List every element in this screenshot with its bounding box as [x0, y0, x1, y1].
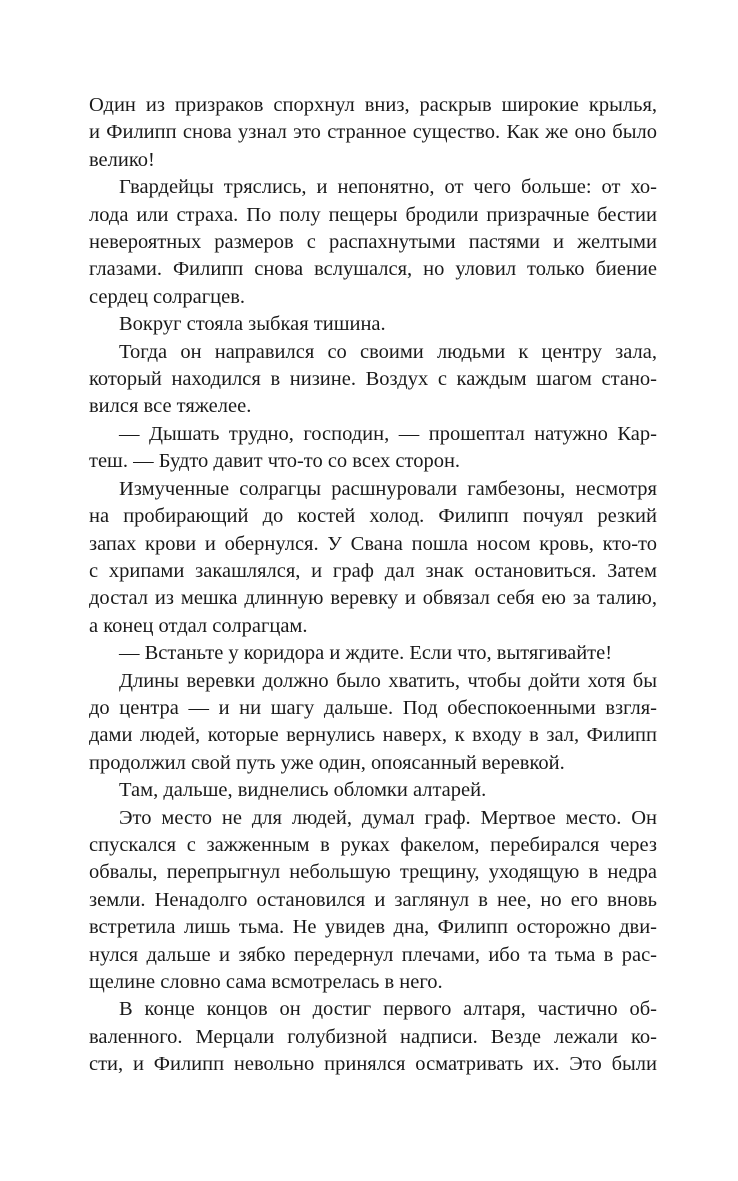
text-line: вился все тяжелее.	[89, 395, 252, 418]
paragraph	[89, 777, 657, 804]
text-line: продолжил свой путь уже один, опоясанный веревкой.	[89, 751, 565, 774]
text-line: с хрипами закашлялся, и граф дал знак остановиться. Затем	[89, 559, 657, 582]
text-line: валенного. Мерцали голубизной надписи. Везде лежали ко-	[89, 1025, 657, 1048]
text-line: невероятных размеров с распахнутыми пастями и желтыми	[89, 231, 657, 254]
text-line: велико!	[89, 148, 155, 171]
paragraph	[89, 311, 657, 338]
text-line: который находился в низине. Воздух с каждым шагом стано-	[89, 368, 657, 391]
text-line: Гвардейцы тряслись, и непонятно, от чего больше: от хо-	[119, 176, 657, 199]
text-line: достал из мешка длинную веревку и обвязал себя ею за талию,	[89, 587, 657, 610]
text-line: Это место не для людей, думал граф. Мертвое место. Он	[119, 806, 657, 829]
text-line: — Дышать трудно, господин, — прошептал натужно Кар-	[119, 422, 657, 445]
text-line: лода или страха. По полу пещеры бродили призрачные бестии	[89, 203, 657, 226]
paragraph	[89, 339, 657, 421]
text-line: запах крови и обернулся. У Свана пошла носом кровь, кто-то	[89, 532, 657, 555]
text-line: сти, и Филипп невольно принялся осматривать их. Это были	[89, 1053, 657, 1076]
paragraph	[89, 421, 657, 476]
text-line: щелине словно сама всмотрелась в него.	[89, 971, 443, 993]
text-line: дами людей, которые вернулись наверх, к входу в зал, Филипп	[89, 724, 657, 747]
text-line: В конце концов он достиг первого алтаря, частично об-	[119, 998, 657, 1021]
paragraph	[89, 668, 657, 778]
text-line: встретила лишь тьма. Не увидев дна, Филипп осторожно дви-	[89, 916, 657, 939]
text-line: а конец отдал солрагцам.	[89, 614, 308, 637]
paragraph	[89, 174, 657, 311]
paragraph	[89, 805, 657, 997]
text-line: Вокруг стояла зыбкая тишина.	[119, 313, 386, 336]
text-line: на пробирающий до костей холод. Филипп почуял резкий	[89, 505, 657, 528]
text-line: и Филипп снова узнал это странное существо. Как же оно было	[89, 121, 657, 144]
paragraph	[89, 996, 657, 1078]
paragraph	[89, 476, 657, 640]
text-line: сердец солрагцев.	[89, 285, 245, 308]
text-line: глазами. Филипп снова вслушался, но уловил только биение	[89, 258, 657, 281]
text-line: — Встаньте у коридора и ждите. Если что, вытягивайте!	[119, 642, 613, 665]
text-line: до центра — и ни шагу дальше. Под обеспокоенными взгля-	[89, 696, 657, 719]
paragraph	[89, 92, 657, 174]
text-line: Длины веревки должно было хватить, чтобы дойти хотя бы	[119, 669, 657, 692]
body-text	[89, 92, 657, 1079]
text-line: Один из призраков спорхнул вниз, раскрыв широкие крылья,	[89, 94, 657, 116]
text-line: нулся дальше и зябко передернул плечами, ибо та тьма в рас-	[89, 943, 657, 966]
text-line: земли. Ненадолго остановился и заглянул в нее, но его вновь	[89, 888, 657, 911]
paragraph	[89, 640, 657, 667]
text-line: спускался с зажженным в руках факелом, перебирался через	[89, 833, 657, 856]
text-line: Тогда он направился со своими людьми к центру зала,	[119, 340, 657, 363]
text-line: обвалы, перепрыгнул небольшую трещину, уходящую в недра	[89, 861, 657, 884]
text-line: теш. — Будто давит что-то со всех сторон.	[89, 450, 461, 473]
text-line: Измученные солрагцы расшнуровали гамбезоны, несмотря	[119, 477, 657, 500]
text-line: Там, дальше, виднелись обломки алтарей.	[119, 779, 487, 802]
